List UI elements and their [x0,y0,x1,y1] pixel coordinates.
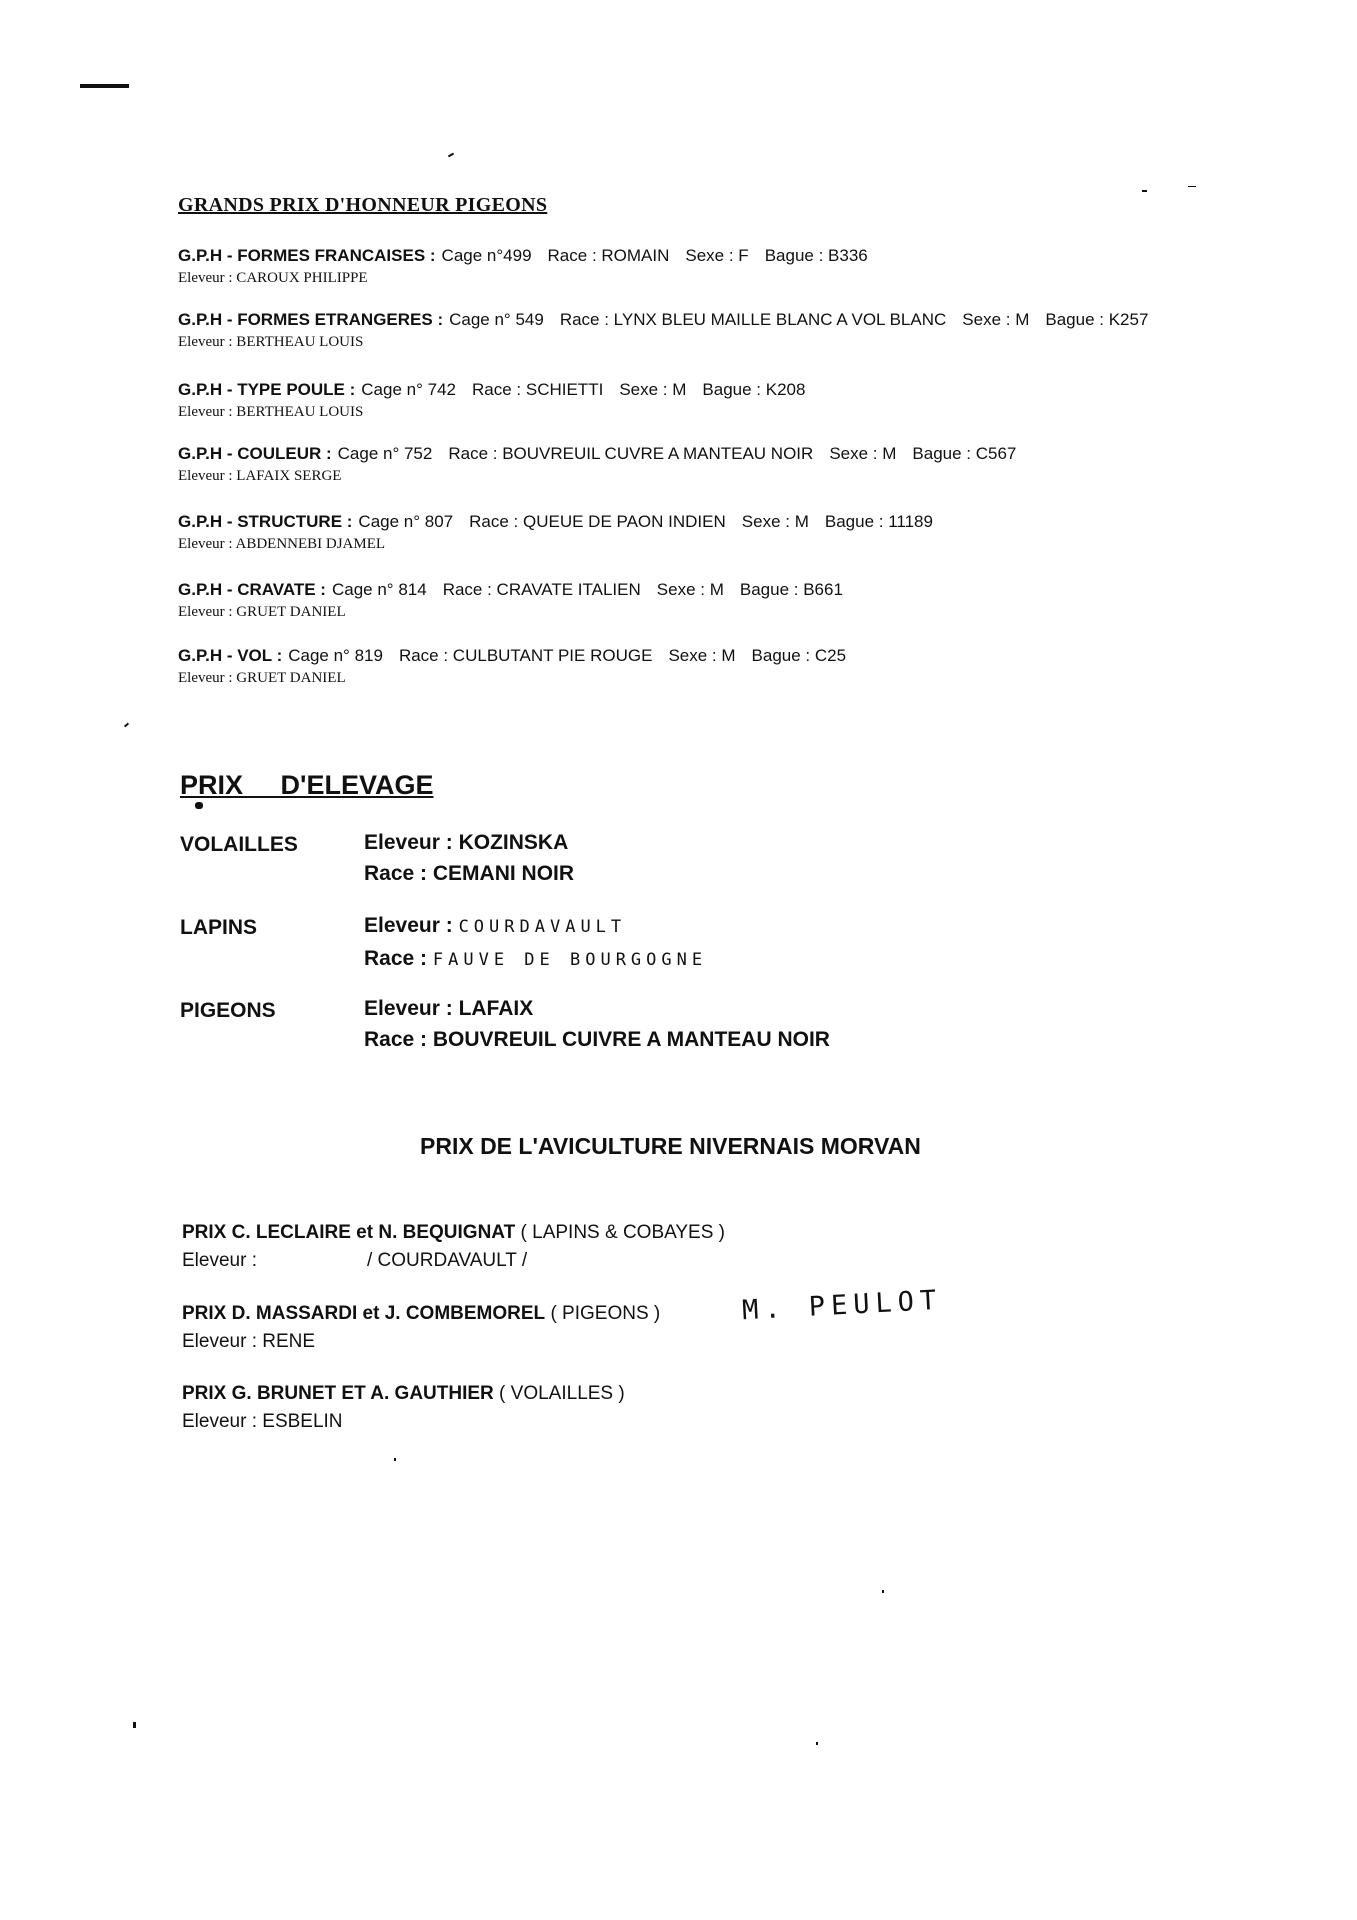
race-value: FAUVE DE BOURGOGNE [432,950,708,970]
gph-eleveur: Eleveur : CAROUX PHILIPPE [178,270,368,286]
gph-race: Race : QUEUE DE PAON INDIEN [469,512,726,531]
eleveur-value: LAFAIX [458,997,534,1020]
eleveur-label: Eleveur : [364,914,453,937]
eleveur-value: ESBELIN [262,1411,343,1432]
race-label: Race : [364,862,428,885]
gph-label: G.P.H - STRUCTURE : [178,512,353,531]
prize-title: PRIX C. LECLAIRE et N. BEQUIGNAT [182,1222,516,1243]
gph-race: Race : ROMAIN [547,246,670,265]
prize-category: ( LAPINS & COBAYES ) [520,1222,725,1243]
race-label: Race : [364,1028,428,1051]
gph-sexe: Sexe : M [619,380,687,399]
scan-speck [1142,190,1147,192]
gph-bague: Bague : K257 [1045,310,1149,329]
eleveur-value: / COURDAVAULT / [366,1250,528,1271]
gph-bague: Bague : C567 [912,444,1017,463]
gph-entry [178,646,862,687]
gph-sexe: Sexe : M [741,512,809,531]
gph-bague: Bague : 11189 [824,512,933,531]
gph-label: G.P.H - COULEUR : [178,444,332,463]
gph-cage: Cage n° 549 [449,310,544,329]
section-title-prix-elevage: PRIX D'ELEVAGE [180,770,434,800]
eleveur-label: Eleveur : [182,1250,257,1271]
gph-sexe: Sexe : F [685,246,749,265]
handwritten-note: M. PEULOT [741,1284,943,1327]
scan-speck [124,723,129,728]
gph-sexe: Sexe : M [656,580,724,599]
gph-race: Race : LYNX BLEU MAILLE BLANC A VOL BLANC [559,310,947,329]
gph-cage: Cage n°499 [441,246,532,265]
scan-speck [816,1742,818,1745]
elevage-category: PIGEONS [180,999,276,1022]
gph-bague: Bague : K208 [702,380,806,399]
gph-race: Race : CULBUTANT PIE ROUGE [398,646,653,665]
gph-entry [178,246,884,287]
section-title-aviculture: PRIX DE L'AVICULTURE NIVERNAIS MORVAN [420,1133,921,1159]
section-title-grands-prix: GRANDS PRIX D'HONNEUR PIGEONS [178,194,548,216]
eleveur-label: Eleveur : [182,1411,257,1432]
gph-eleveur: Eleveur : ABDENNEBI DJAMEL [178,536,386,552]
race-value: CEMANI NOIR [432,862,575,885]
prize-title: PRIX D. MASSARDI et J. COMBEMOREL [182,1303,546,1324]
gph-entry [178,512,949,553]
elevage-category: VOLAILLES [180,833,298,856]
eleveur-label: Eleveur : [182,1331,257,1352]
scan-speck [133,1722,136,1728]
gph-race: Race : BOUVREUIL CUVRE A MANTEAU NOIR [448,444,814,463]
race-value: BOUVREUIL CUIVRE A MANTEAU NOIR [432,1028,830,1051]
gph-sexe: Sexe : M [668,646,736,665]
eleveur-value: KOZINSKA [458,831,569,854]
gph-race: Race : CRAVATE ITALIEN [442,580,641,599]
gph-bague: Bague : B336 [764,246,868,265]
gph-bague: Bague : C25 [751,646,847,665]
prize-title: PRIX G. BRUNET ET A. GAUTHIER [182,1383,494,1404]
prize-category: ( VOLAILLES ) [499,1383,625,1404]
prize-entry [182,1303,660,1353]
gph-sexe: Sexe : M [962,310,1030,329]
gph-eleveur: Eleveur : BERTHEAU LOUIS [178,404,364,420]
gph-bague: Bague : B661 [739,580,843,599]
scan-dot [195,802,203,809]
prize-entry [182,1222,725,1272]
gph-cage: Cage n° 752 [337,444,433,463]
gph-label: G.P.H - TYPE POULE : [178,380,356,399]
prize-entry [182,1383,625,1433]
gph-cage: Cage n° 742 [361,380,456,399]
gph-cage: Cage n° 807 [358,512,454,531]
eleveur-label: Eleveur : [364,831,453,854]
prize-category: ( PIGEONS ) [550,1303,661,1324]
elevage-details [364,827,574,889]
gph-entry [178,444,1032,485]
elevage-details [364,993,830,1055]
gph-eleveur: Eleveur : BERTHEAU LOUIS [178,334,364,350]
gph-eleveur: Eleveur : GRUET DANIEL [178,604,346,620]
gph-label: G.P.H - CRAVATE : [178,580,326,599]
gph-label: G.P.H - VOL : [178,646,283,665]
gph-race: Race : SCHIETTI [472,380,604,399]
scan-mark [80,84,129,88]
gph-eleveur: Eleveur : LAFAIX SERGE [178,468,342,484]
gph-label: G.P.H - FORMES ETRANGERES : [178,310,444,329]
eleveur-value: RENE [262,1331,316,1352]
scan-speck [394,1458,396,1461]
eleveur-label: Eleveur : [364,997,453,1020]
gph-eleveur: Eleveur : GRUET DANIEL [178,670,346,686]
gph-label: G.P.H - FORMES FRANCAISES : [178,246,436,265]
gph-entry [178,380,821,421]
scan-speck [1188,186,1196,187]
eleveur-value: COURDAVAULT [458,917,627,937]
race-label: Race : [364,947,428,970]
gph-entry [178,310,1164,351]
scan-speck [448,153,454,158]
gph-sexe: Sexe : M [829,444,897,463]
gph-cage: Cage n° 819 [288,646,383,665]
gph-cage: Cage n° 814 [331,580,427,599]
scan-speck [882,1590,884,1593]
elevage-category: LAPINS [180,916,258,939]
gph-entry [178,580,859,621]
elevage-details [364,910,707,976]
